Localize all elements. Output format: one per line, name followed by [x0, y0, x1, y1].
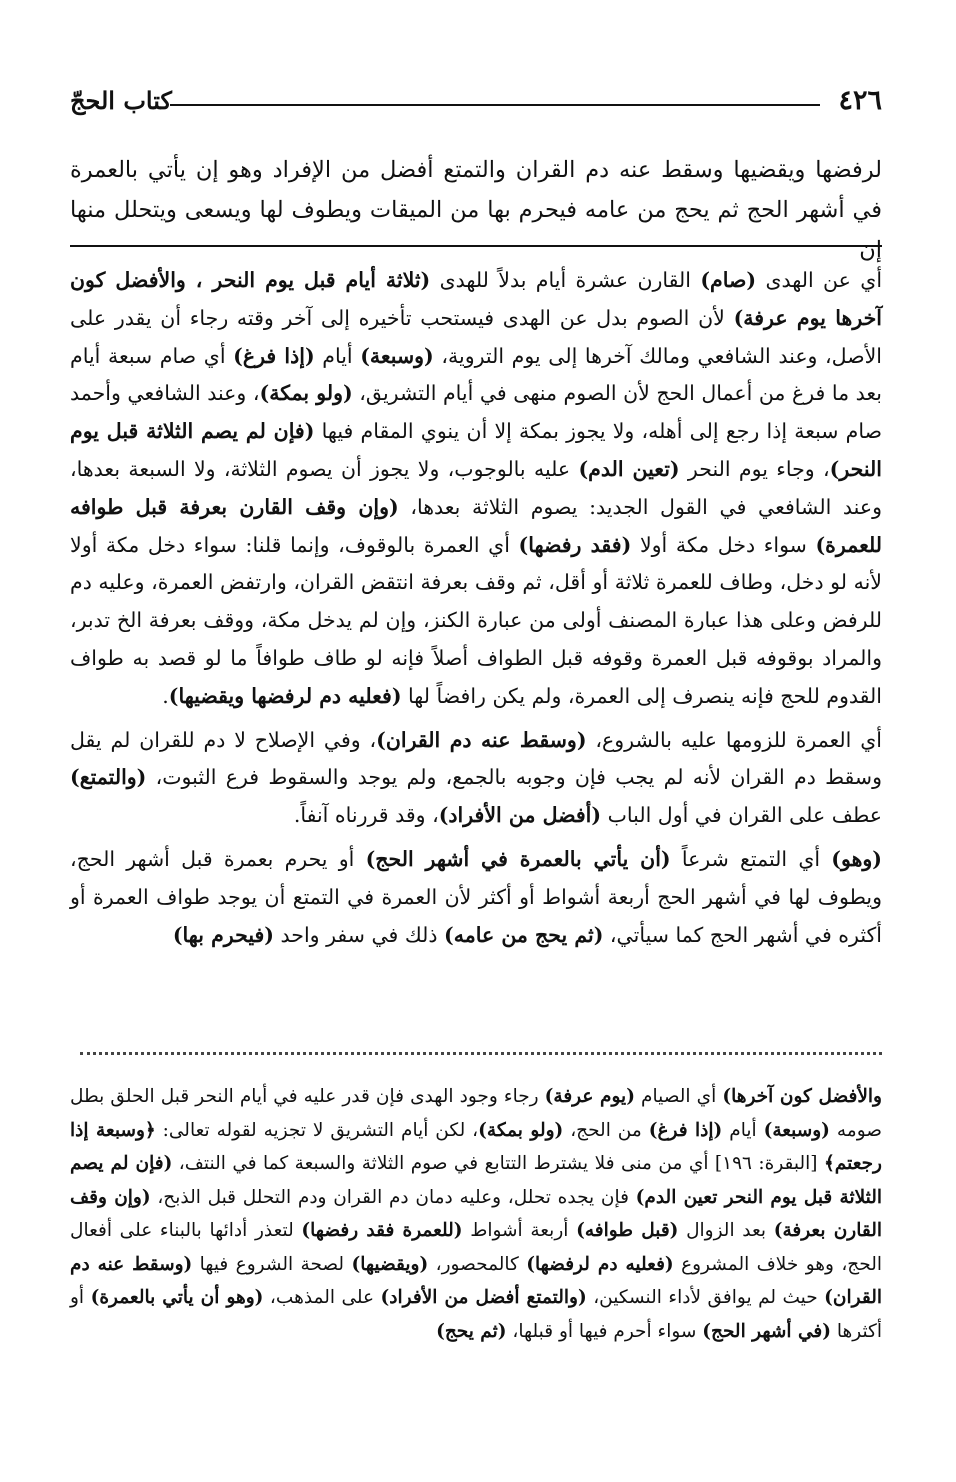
- gloss-paragraph: [70, 1080, 882, 1348]
- text-run: لتعذر أدائها بالبناء على أفعال الحج، وهو خلاف المشروع: [70, 1220, 882, 1275]
- text-run: أي الصيام: [634, 1086, 723, 1107]
- bold-quote: (وإن وقف القارن بعرفة قبل طوافه للعمرة): [70, 494, 883, 557]
- bold-quote: (ثلاثة أيام قبل يوم النحر ، والأفضل كون آخرها يوم عرفة): [70, 268, 883, 330]
- bold-quote: (فإن لم يصم الثلاثة قبل يوم النحر تعين الدم): [70, 1153, 882, 1208]
- bold-quote: (فعليه دم لرفضها ويقضيها): [168, 683, 402, 708]
- text-run: ، وفي الإصلاح لا دم للقران لم يقل وسقط دم القران لأنه لم يجب فإن وجوبه بالجمع، ولم يوجد والسقوط فرع الثبوت،: [70, 727, 882, 790]
- bold-quote: (فيحرم بها): [172, 922, 275, 947]
- text-run: أو أكثرها: [70, 1287, 882, 1342]
- header-rule: [170, 104, 820, 106]
- text-run: ذلك في سفر واحد: [274, 922, 445, 947]
- book-page: [70, 0, 882, 1482]
- text-run: لصحة الشروع فيها: [192, 1253, 352, 1275]
- bold-quote: (للعمرة فقد رفضها): [301, 1220, 463, 1241]
- text-run: القارن عشرة أيام بدلاً للهدى: [430, 268, 701, 292]
- bold-quote: (والتمتع أفضل من الأفراد): [380, 1287, 587, 1308]
- main-text-divider: [70, 245, 882, 247]
- bold-quote: (ولو بمكة): [259, 381, 353, 406]
- commentary-paragraph-1: [70, 262, 882, 716]
- bold-quote: (صام): [700, 268, 757, 292]
- text-run: أي صام سبعة أيام بعد ما فرغ من أعمال الحج لأن الصوم منهى في أيام التشريق،: [70, 343, 883, 406]
- bold-quote: (وهو أن يأتي بالعمرة): [90, 1287, 264, 1308]
- text-run: لأن الصوم بدل عن الهدى فيستحب تأخيره إلى آخر وقته رجاء أن يقدر على الأصل، وعند الشافعي ومالك آخرها إلى يوم التروية،: [70, 305, 882, 368]
- bold-quote: (قبل طوافه): [576, 1220, 679, 1241]
- bold-quote: (فإن لم يصم الثلاثة قبل يوم النحر): [70, 419, 882, 481]
- bold-quote: (ثم يحج من عامه): [444, 922, 604, 947]
- text-run: رجاء وجود الهدى فإن قدر عليه في أيام النحر قبل الحلق بطل صومه: [70, 1086, 882, 1141]
- main-text-paragraph: لرفضها ويقضيها وسقط عنه دم القران والتمتع أفضل من الإفراد وهو إن يأتي بالعمرة في أشهر الحج ثم يحج من عامه فيحرم بها من الميقات ويطوف لها ويسعى ويتحلل منها إن: [70, 157, 882, 263]
- commentary-paragraph-2: [70, 722, 882, 835]
- text-run: ، وجاء يوم النحر: [679, 456, 830, 481]
- bold-quote: (ثم يحج): [436, 1320, 507, 1342]
- page-number: ٤٢٦: [838, 85, 882, 116]
- text-run: [البقرة: ١٩٦] أي من منى فلا يشترط التتابع في صوم الثلاثة والسبعة كما في النتف،: [172, 1153, 824, 1174]
- marginal-gloss: [70, 1080, 882, 1348]
- bold-quote: (في أشهر الحج): [702, 1320, 831, 1342]
- bold-quote: (إذا فرغ): [648, 1119, 723, 1141]
- text-run: أي العمرة بالوقوف، وإنما قلنا: سواء دخل مكة أولا لأنه لو دخل، وطاف للعمرة ثلاثة أو أقل، ثم وقف بعرفة انتقض القران، وارتفض العمرة، وعليه دم للرفض وعلى هذا عبارة المصنف أولى من عبارة الكنز، وإن لم يدخل مكة، ووقف بعرفة الخ تدبر، والمراد بوقوفه قبل العمرة وقوفه قبل الطواف أصلاً فإنه لو طاف طوافاً ما لو قصد به طواف القدوم للحج فإنه ينصرف إلى العمرة، ولم يكن رافضاً لها: [70, 532, 882, 708]
- text-run: حيث لم يوافق لأداء النسكين،: [586, 1287, 825, 1308]
- bold-quote: (يوم عرفة): [544, 1086, 635, 1107]
- bold-quote: (ويقضيها): [351, 1253, 429, 1275]
- footnote-separator: [80, 1052, 882, 1055]
- bold-quote: (أفضل من الأفراد): [438, 803, 602, 828]
- text-run: سواء دخل مكة أولا: [631, 532, 816, 557]
- bold-quote: (وسقط عنه دم القران): [70, 1253, 882, 1308]
- bold-quote: (وسبعة): [360, 343, 434, 368]
- bold-quote: (تعين الدم): [578, 456, 680, 481]
- text-run: أي عن الهدى: [756, 268, 883, 292]
- bold-quote: (وسقط عنه دم القران): [376, 727, 587, 752]
- text-run: كالمحصور،: [428, 1253, 527, 1275]
- text-run: ، لكن أيام التشريق لا تجزيه لقوله تعالى:: [155, 1119, 479, 1141]
- bold-quote: (وهو): [831, 846, 882, 871]
- text-run: .: [162, 683, 169, 708]
- text-run: عطف على القران في أول الباب: [601, 803, 882, 828]
- bold-quote: (إذا فرغ): [233, 343, 315, 368]
- text-run: ، وقد قررناه آنفاً.: [293, 803, 439, 828]
- text-run: أيام: [722, 1119, 764, 1141]
- running-title: كتاب الحجّ: [70, 86, 172, 115]
- bold-quote: (ولو بمكة): [478, 1119, 564, 1141]
- main-text: [70, 150, 882, 270]
- commentary-paragraph-3: [70, 841, 882, 954]
- text-run: أربعة أشواط: [462, 1220, 577, 1241]
- commentary: [70, 262, 882, 960]
- text-run: بعد الزوال: [678, 1220, 774, 1241]
- text-run: سواء أحرم فيها أو قبلها،: [506, 1320, 703, 1342]
- text-run: فإن يجده تحلل، وعليه دمان دم القران ودم التحلل قبل الذبح،: [150, 1186, 636, 1208]
- bold-quote: (وسبعة): [763, 1119, 830, 1141]
- text-run: ، وعند الشافعي وأحمد صام سبعة إذا رجع إلى أهله، ولا يجوز بمكة إلا أن ينوي المقام فيها: [70, 381, 882, 444]
- text-run: أي العمرة للزومها عليه بالشروع،: [586, 727, 882, 752]
- text-run: على المذهب،: [263, 1287, 381, 1308]
- text-run: أو يحرم بعمرة قبل أشهر الحج، ويطوف لها في أشهر الحج أربعة أشواط أو أكثر لأن العمرة في التمتع أن يوجد طواف العمرة أو أكثره في أشهر الحج كما سيأتي،: [70, 846, 882, 947]
- bold-quote: ﴿وسبعة إذا رجعتم﴾: [70, 1119, 882, 1174]
- bold-quote: (أن يأتي بالعمرة في أشهر الحج): [365, 846, 671, 871]
- bold-quote: (فعليه دم لرفضها): [526, 1253, 674, 1275]
- page-header: [70, 82, 882, 122]
- bold-quote: (والتمتع): [70, 765, 147, 790]
- bold-quote: (وإن وقف القارن بعرفة): [70, 1186, 883, 1241]
- text-run: من الحج،: [563, 1119, 649, 1141]
- bold-quote: (فقد رفضها): [518, 532, 632, 557]
- text-run: عليه بالوجوب، ولا يجوز أن يصوم الثلاثة، ولا السبعة بعدها، وعند الشافعي في القول الجديد: يصوم الثلاثة بعدها،: [70, 456, 882, 519]
- text-run: أيام: [314, 343, 361, 368]
- bold-quote: والأفضل كون آخرها): [722, 1086, 882, 1107]
- text-run: أي التمتع شرعاً: [670, 846, 832, 871]
